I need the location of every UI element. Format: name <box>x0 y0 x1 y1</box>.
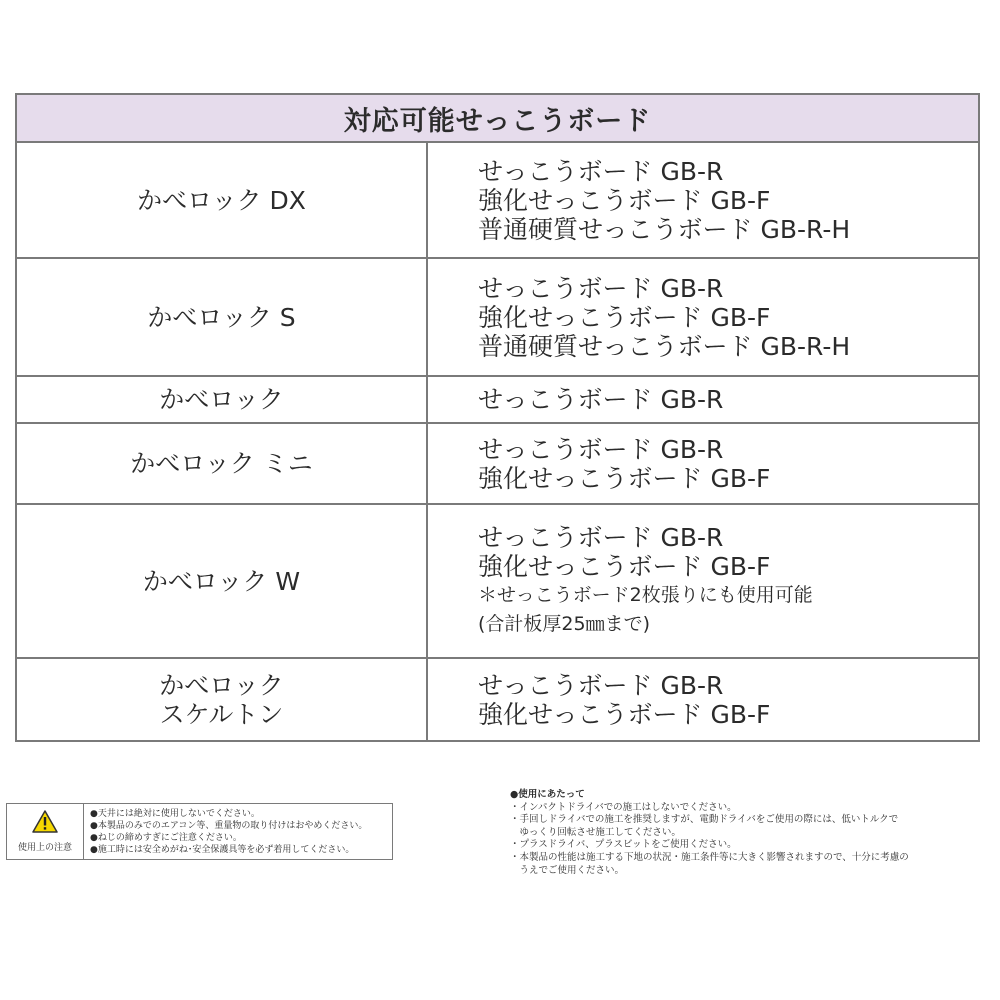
board-type: せっこうボード GB-R <box>478 273 724 303</box>
product-name: かべロック W <box>142 566 301 596</box>
caution-label-cell <box>7 804 84 859</box>
caution-list <box>84 804 367 859</box>
usage-title: ●使用にあたって <box>510 789 585 800</box>
product-name-cell <box>16 658 427 741</box>
board-type: せっこうボード GB-R <box>478 385 724 414</box>
compatible-boards-cell <box>427 258 979 376</box>
product-name-cell <box>16 423 427 504</box>
caution-item: ●ねじの締めすぎにご注意ください。 <box>90 833 242 843</box>
board-note: (合計板厚25㎜まで) <box>478 613 651 635</box>
board-type: 強化せっこうボード GB-F <box>478 699 771 729</box>
board-note: ＊せっこうボード2枚張りにも使用可能 <box>478 584 813 606</box>
table-header: 対応可能せっこうボード <box>16 94 979 142</box>
table-row <box>16 142 979 258</box>
board-type: せっこうボード GB-R <box>478 156 724 186</box>
compatible-board-table <box>15 93 980 742</box>
caution-label: 使用上の注意 <box>17 843 72 853</box>
board-type: せっこうボード GB-R <box>478 523 724 552</box>
usage-item: ・手回しドライバでの施工を推奨しますが、電動ドライバをご使用の際には、低いトルクで <box>510 814 899 826</box>
caution-item: ●天井には絶対に使用しないでください。 <box>90 809 260 819</box>
caution-item: ●施工時には安全めがね･安全保護具等を必ず着用してください。 <box>90 845 355 855</box>
product-name: かべロック S <box>147 302 296 332</box>
board-type: せっこうボード GB-R <box>478 670 724 700</box>
usage-item: ・プラスドライバ、プラスビットをご使用ください。 <box>510 839 737 851</box>
board-type: 強化せっこうボード GB-F <box>478 463 771 493</box>
usage-list <box>510 802 998 878</box>
table-row <box>16 376 979 423</box>
usage-notes <box>510 789 998 877</box>
product-name: かべロック <box>159 385 284 414</box>
usage-item: ・本製品の性能は施工する下地の状況・施工条件等に大きく影響されますので、十分に考慮の <box>510 851 909 863</box>
table-row <box>16 658 979 741</box>
board-type: 強化せっこうボード GB-F <box>478 552 771 581</box>
product-name: かべロック <box>159 670 284 700</box>
board-type: せっこうボード GB-R <box>478 434 724 464</box>
board-type: 強化せっこうボード GB-F <box>478 302 771 332</box>
product-name-cell <box>16 142 427 258</box>
compatible-boards-cell <box>427 376 979 423</box>
product-name: かべロック ミニ <box>130 449 313 478</box>
board-type: 普通硬質せっこうボード GB-R-H <box>478 214 851 244</box>
compatible-boards-cell <box>427 658 979 741</box>
table-row <box>16 258 979 376</box>
caution-box <box>6 803 393 860</box>
product-name: スケルトン <box>159 699 284 729</box>
warning-triangle-icon <box>32 810 58 837</box>
table-row <box>16 423 979 504</box>
product-name-cell <box>16 376 427 423</box>
compatible-boards-cell <box>427 423 979 504</box>
board-type: 普通硬質せっこうボード GB-R-H <box>478 331 851 361</box>
caution-item: ●本製品のみでのエアコン等、重量物の取り付けはおやめください。 <box>90 821 368 831</box>
product-name-cell <box>16 258 427 376</box>
usage-item: ・インパクトドライバでの施工はしないでください。 <box>510 801 737 813</box>
compatible-boards-cell <box>427 504 979 658</box>
usage-item: ゆっくり回転させ施工してください。 <box>510 826 681 838</box>
product-name-cell <box>16 504 427 658</box>
board-type: 強化せっこうボード GB-F <box>478 185 771 215</box>
product-name: かべロック DX <box>137 185 306 215</box>
table-row <box>16 504 979 658</box>
compatible-boards-cell <box>427 142 979 258</box>
usage-item: うえでご使用ください。 <box>510 864 625 876</box>
